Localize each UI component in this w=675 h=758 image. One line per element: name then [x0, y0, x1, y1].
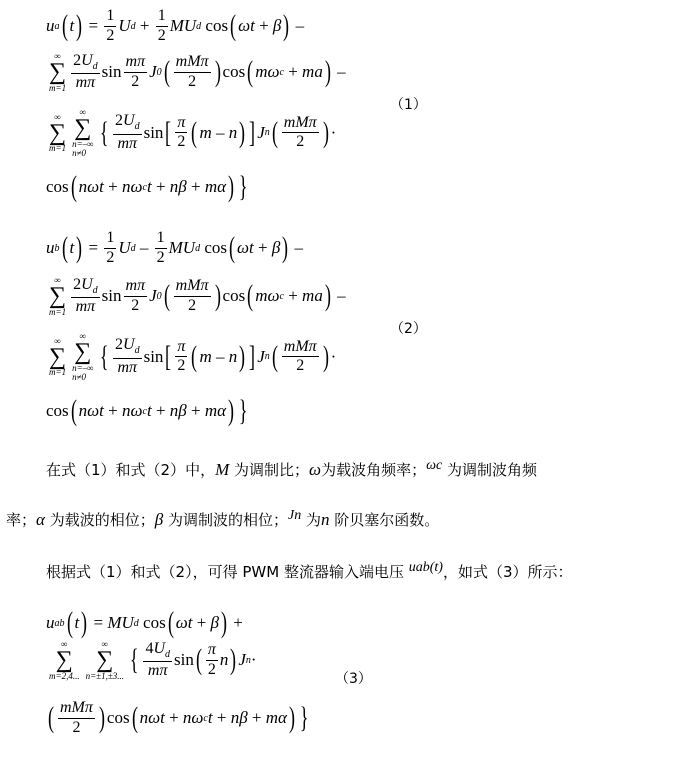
- eq3-line1: u ab ( t ) = MU d cos ( ωt + β ) +: [46, 606, 243, 639]
- paragraph-line2: [6, 508, 439, 530]
- symbol-Jn: Jn: [287, 508, 302, 523]
- eq1-line3: ∞ ∑ m=1 ∞ ∑ n=–∞ n≠0 { $\frac{2U_d}{m\pi}$ sin [ $\frac{\pi}{2}$ ( m – n ) ] J n ( $\frac{\text{mMπ}}{2}$ ) ·: [49, 107, 337, 158]
- para-text: 阶贝塞尔函数。: [329, 511, 440, 529]
- para-text: 根据式（1）和式（2），可得 PWM 整流器输入端电压: [46, 563, 409, 581]
- symbol-uab: uab(t): [408, 560, 443, 575]
- symbol-omega-c: ωc: [426, 458, 443, 473]
- eq1-line4: cos ( nωt + nω c t + nβ + mα ) }: [46, 170, 248, 203]
- symbol-alpha: α: [36, 510, 45, 529]
- symbol-omega: ω: [309, 460, 322, 479]
- para-text: 为载波角频率；: [321, 461, 427, 479]
- eq2-number: （2）: [390, 321, 427, 337]
- eq3-number: （3）: [335, 671, 372, 687]
- para-text: 为调制比；: [229, 461, 310, 479]
- eq2-line3: ∞ ∑ m=1 ∞ ∑ n=–∞ n≠0 { $\frac{2U_d}{m\pi}$ sin [ $\frac{\pi}{2}$ ( m – n ) ] J n ( $\frac{\text{mMπ}}{2}$ ) ·: [49, 331, 337, 382]
- eq2-line4: cos ( nωt + nω c t + nβ + mα ) }: [46, 394, 248, 427]
- eq3-line3: ( $\frac{\text{mMπ}}{2}$ ) cos ( nωt + nω c t + nβ + mα ) }: [48, 699, 309, 736]
- paragraph-line3: [46, 560, 572, 582]
- para-text: 率；: [6, 511, 37, 529]
- eq1-number: （1）: [390, 97, 427, 113]
- para-text: ，如式（3）所示：: [442, 563, 573, 581]
- eq1-line2: ∞ ∑ m=1 $\frac{2U_d}{m\pi}$ sin $\frac{m\pi}{2}$ J 0 ( $\frac{\text{mMπ}}{2}$ ) cos ( mω c + ma ) –: [49, 51, 346, 93]
- para-text: 为: [301, 511, 321, 529]
- symbol-M: M: [215, 460, 230, 479]
- para-text: 为调制波角频: [442, 461, 537, 479]
- eq2-line2: ∞ ∑ m=1 $\frac{2U_d}{m\pi}$ sin $\frac{m\pi}{2}$ J 0 ( $\frac{\text{mMπ}}{2}$ ) cos ( mω c + ma ) –: [49, 275, 346, 317]
- para-text: 在式（1）和式（2）中，: [46, 461, 216, 479]
- paragraph-line1: [46, 458, 537, 480]
- eq3-line2: ∞ ∑ m=2,4... ∞ ∑ n=±1,±3... { $\frac{4U_d}{m\pi}$ sin ( $\frac{\pi}{2}$ n ) J n ·: [49, 639, 257, 681]
- symbol-n: n: [320, 510, 330, 529]
- symbol-beta: β: [154, 510, 164, 529]
- eq2-line1: u b ( t ) = $\frac{1}{2}$ U d – $\frac{1}{2}$ MU d cos ( ωt + β ) –: [46, 229, 304, 266]
- para-text: 为载波的相位；: [44, 511, 155, 529]
- para-text: 为调制波的相位；: [163, 511, 288, 529]
- eq1-line1: u a ( t ) = $\frac{1}{2}$ U d + $\frac{1}{2}$ MU d cos ( ωt + β ) –: [46, 7, 305, 44]
